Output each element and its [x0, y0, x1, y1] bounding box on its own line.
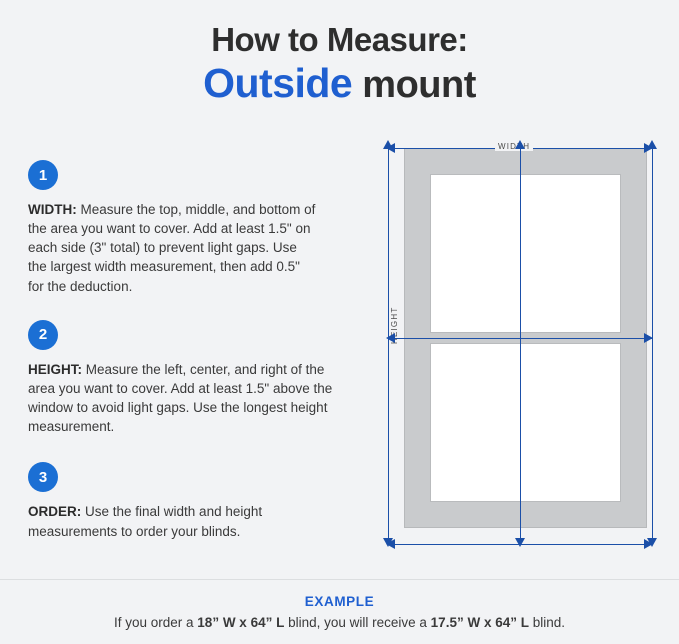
step-badge-3: 3 [28, 462, 58, 492]
height-label: HEIGHT [390, 304, 399, 347]
steps-list [28, 160, 368, 559]
footer-suffix: blind. [528, 615, 565, 630]
step-label-2: HEIGHT: [28, 361, 82, 377]
step-badge-2: 2 [28, 320, 58, 350]
title-block [0, 22, 679, 108]
width-label: WIDTH [495, 142, 533, 151]
center-horizontal-arrow-left [386, 333, 395, 343]
center-vertical-guide [520, 148, 521, 545]
height-arrow-head-right-bottom [647, 538, 657, 547]
window-diagram [378, 132, 663, 557]
footer-title: EXAMPLE [304, 594, 375, 609]
footer-text [0, 615, 679, 630]
title-line-1: How to Measure: [211, 21, 468, 58]
step-body-2: Measure the left, center, and right of the area you want to cover. Add at least 1.5" above the window to avoid light gaps. Use the longest height measurement. [28, 361, 333, 435]
height-arrow-head-bottom [383, 538, 393, 547]
title-line-2 [0, 60, 679, 108]
step-body-3: Use the final width and height measurements to order your blinds. [28, 504, 263, 539]
center-horizontal-arrow-right [644, 333, 653, 343]
center-vertical-arrow-bottom [515, 538, 525, 547]
footer-prefix: If you order a [114, 615, 198, 630]
footer-order-size: 18” W x 64” L [197, 615, 285, 630]
step-item-order [28, 462, 368, 540]
step-item-height [28, 320, 368, 437]
step-badge-1: 1 [28, 160, 58, 190]
height-measure-line-right [652, 148, 653, 545]
step-text-3 [28, 502, 353, 540]
title-accent-word: Outside [203, 60, 353, 107]
step-label-1: WIDTH: [28, 202, 77, 217]
step-text-1 [28, 200, 318, 296]
title-mount-word: mount [352, 64, 476, 107]
footer-middle: blind, you will receive a [284, 615, 431, 630]
height-arrow-head-top [383, 140, 393, 149]
height-measure-line [388, 148, 389, 545]
step-text-2 [28, 360, 353, 437]
footer-received-size: 17.5” W x 64” L [430, 615, 529, 630]
step-label-3: ORDER: [28, 504, 82, 520]
center-vertical-arrow-top [515, 140, 525, 149]
step-body-1: Measure the top, middle, and bottom of the area you want to cover. Add at least 1.5" on each side (3" total) to prevent light gaps. Use the largest width measurement, then add 0.5" for the deduction. [28, 202, 316, 294]
center-horizontal-guide [388, 338, 653, 339]
step-item-width [28, 160, 368, 296]
example-footer [0, 579, 679, 644]
height-arrow-head-right-top [647, 140, 657, 149]
